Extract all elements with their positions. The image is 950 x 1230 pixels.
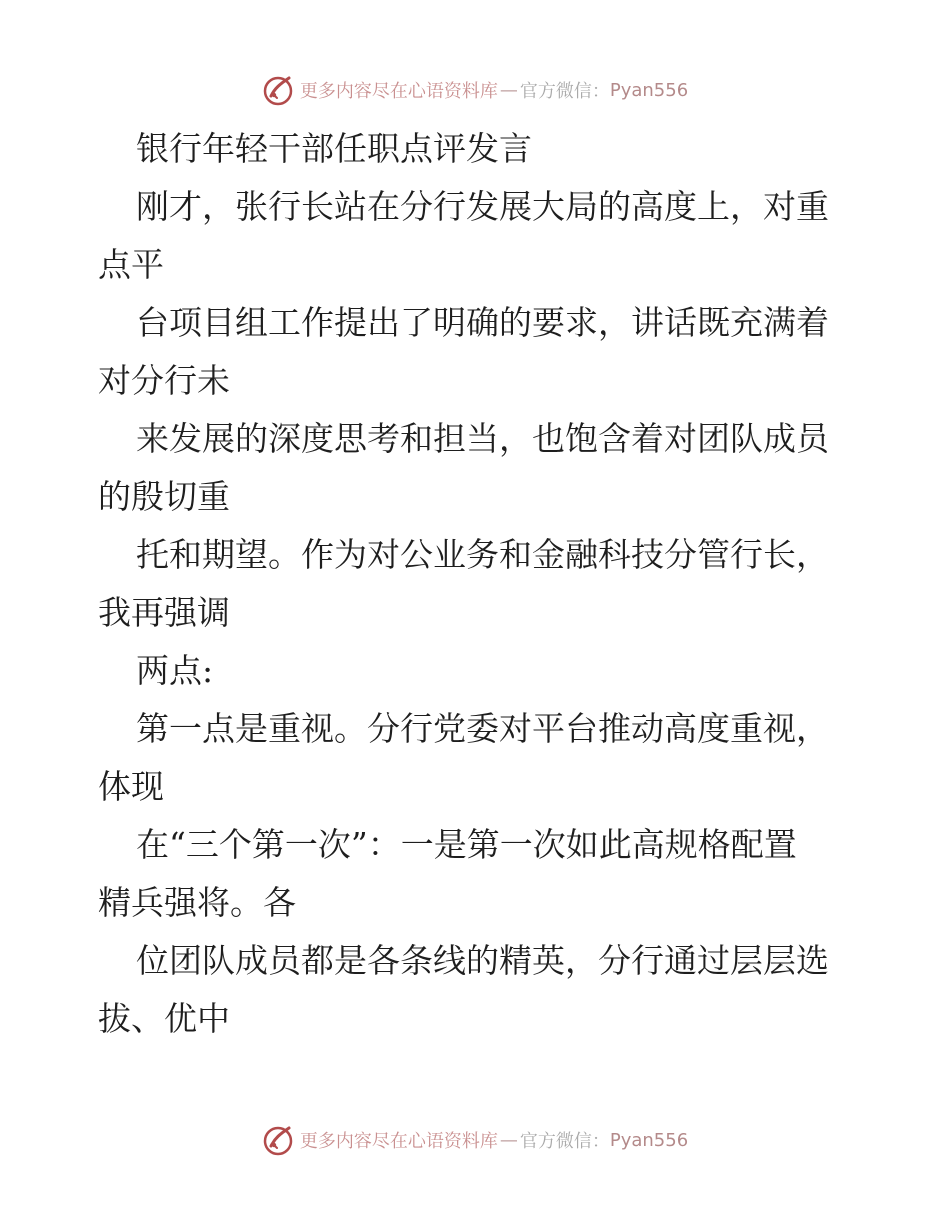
footer-wechat-id: Pyan556 <box>609 1129 689 1151</box>
paragraph-line: 在“三个第一次”：一是第一次如此高规格配置 <box>136 825 797 864</box>
paragraph-line: 来发展的深度思考和担当，也饱含着对团队成员 <box>136 419 829 458</box>
document-body <box>98 120 858 1048</box>
header-wechat-label: 官方微信： <box>519 81 610 102</box>
paragraph-line: 台项目组工作提出了明确的要求，讲话既充满着 <box>136 303 829 342</box>
paragraph-line: 体现 <box>98 767 164 806</box>
footer-promo-text: 更多内容尽在心语资料库 <box>299 1131 498 1152</box>
header-wechat-id: Pyan556 <box>609 79 689 101</box>
paragraph-line: 托和期望。作为对公业务和金融科技分管行长， <box>136 535 829 574</box>
brush-seal-icon <box>262 74 294 106</box>
paragraph-line: 精兵强将。各 <box>98 883 296 922</box>
paragraph-line: 拔、优中 <box>98 999 230 1038</box>
paragraph-line: 两点: <box>136 651 214 690</box>
footer-dash: — <box>499 1129 518 1151</box>
footer-wechat-label: 官方微信： <box>519 1131 610 1152</box>
document-title: 银行年轻干部任职点评发言 <box>136 129 532 168</box>
paragraph-line: 的殷切重 <box>98 477 230 516</box>
paragraph-line: 我再强调 <box>98 593 230 632</box>
header-dash: — <box>499 79 518 101</box>
brush-seal-icon <box>262 1124 294 1156</box>
footer-banner <box>0 1122 950 1158</box>
paragraph-line: 刚才，张行长站在分行发展大局的高度上，对重 <box>136 187 829 226</box>
header-promo-text: 更多内容尽在心语资料库 <box>299 81 498 102</box>
header-banner <box>0 72 950 108</box>
paragraph-line: 第一点是重视。分行党委对平台推动高度重视， <box>136 709 829 748</box>
paragraph-line: 对分行未 <box>98 361 230 400</box>
paragraph-line: 位团队成员都是各条线的精英，分行通过层层选 <box>136 941 829 980</box>
paragraph-line: 点平 <box>98 245 164 284</box>
